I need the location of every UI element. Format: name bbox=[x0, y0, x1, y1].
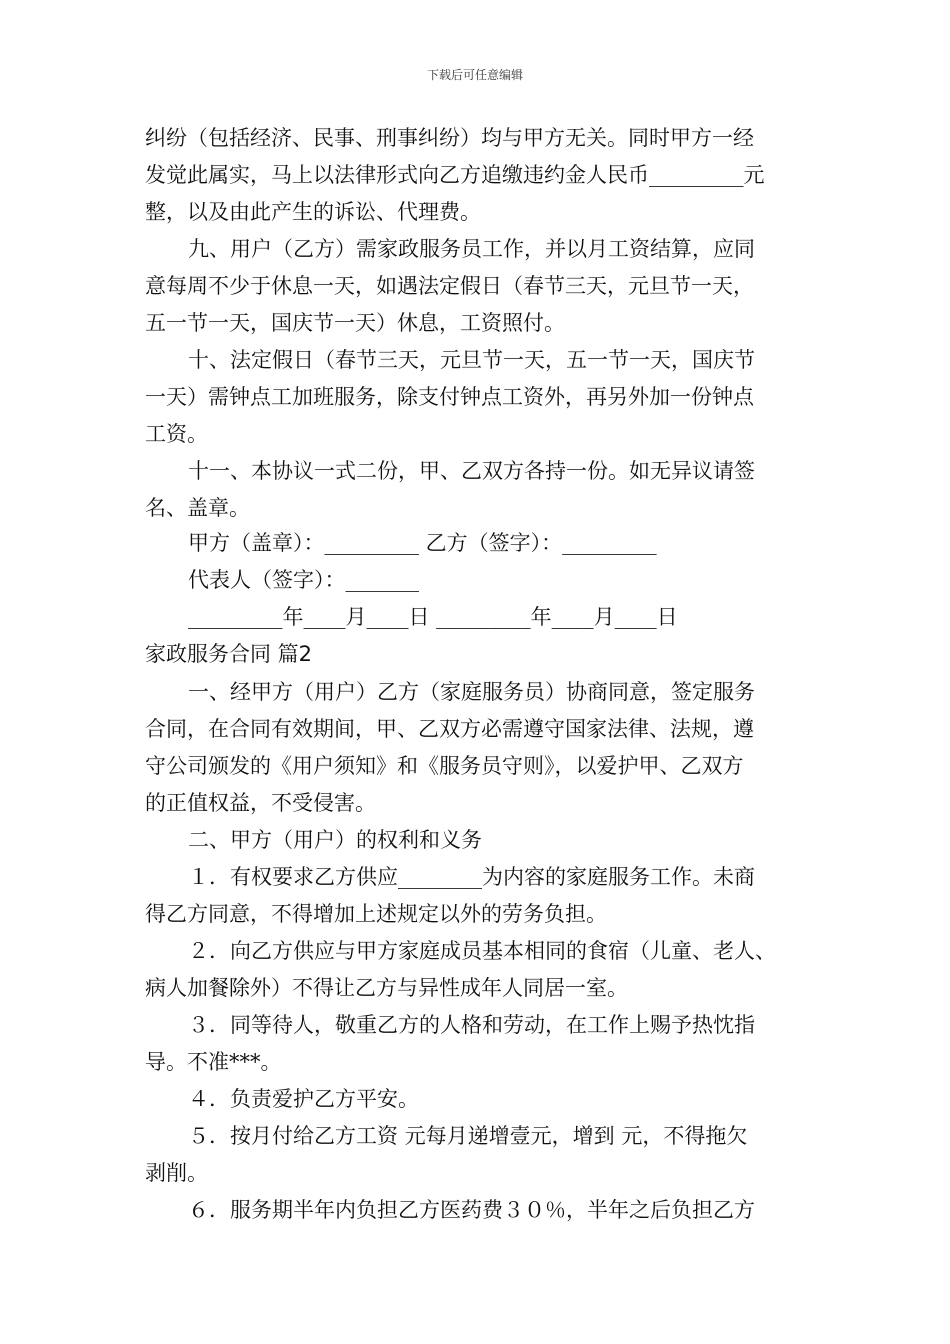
body-line: 十一、本协议一式二份，甲、乙双方各持一份。如无异议请签 bbox=[188, 459, 755, 483]
representative-line: 代表人（签字）：_______ bbox=[188, 568, 419, 592]
body-line: 病人加餐除外）不得让乙方与异性成年人同居一室。 bbox=[145, 976, 628, 1000]
body-line: 发觉此属实，马上以法律形式向乙方追缴违约金人民币_________元 bbox=[145, 163, 765, 187]
body-line: 守公司颁发的《用户须知》和《服务员守则》，以爱护甲、乙双方 bbox=[145, 754, 744, 778]
body-line: ３．同等待人，敬重乙方的人格和劳动，在工作上赐予热忱指 bbox=[188, 1013, 755, 1037]
page-header-note: 下载后可任意编辑 bbox=[426, 68, 523, 82]
body-line: 得乙方同意，不得增加上述规定以外的劳务负担。 bbox=[145, 902, 607, 926]
body-line: ５．按月付给乙方工资 元每月递增壹元，增到 元，不得拖欠 bbox=[188, 1124, 748, 1148]
body-line: 工资。 bbox=[145, 422, 208, 446]
date-line: _________年____月____日 _________年____月____日 bbox=[188, 605, 678, 629]
body-line: 意每周不少于休息一天，如遇法定假日（春节三天，元旦节一天， bbox=[145, 274, 754, 298]
section-title: 家政服务合同 篇2 bbox=[145, 642, 313, 666]
body-line: 五一节一天，国庆节一天）休息，工资照付。 bbox=[145, 311, 565, 335]
body-line: 合同，在合同有效期间，甲、乙双方必需遵守国家法律、法规，遵 bbox=[145, 717, 754, 741]
body-line: 一天）需钟点工加班服务，除支付钟点工资外，再另外加一份钟点 bbox=[145, 385, 754, 409]
body-line: 整，以及由此产生的诉讼、代理费。 bbox=[145, 200, 481, 224]
body-line: 一、经甲方（用户）乙方（家庭服务员）协商同意，签定服务 bbox=[188, 680, 755, 704]
body-line: 十、法定假日（春节三天，元旦节一天，五一节一天，国庆节 bbox=[188, 348, 755, 372]
body-line: 导。不准***。 bbox=[145, 1050, 282, 1074]
signature-line: 甲方（盖章）：_________ 乙方（签字）：_________ bbox=[188, 531, 657, 555]
body-line: 名、盖章。 bbox=[145, 496, 250, 520]
body-line: 纠纷（包括经济、民事、刑事纠纷）均与甲方无关。同时甲方一经 bbox=[145, 126, 754, 150]
body-line: ２．向乙方供应与甲方家庭成员基本相同的食宿（儿童、老人、 bbox=[188, 939, 776, 963]
body-line: ６．服务期半年内负担乙方医药费３０％，半年之后负担乙方 bbox=[188, 1198, 755, 1222]
body-line: 剥削。 bbox=[145, 1161, 208, 1185]
body-line: 的正值权益，不受侵害。 bbox=[145, 791, 376, 815]
body-line: 二、甲方（用户）的权利和义务 bbox=[188, 828, 482, 852]
body-line: １．有权要求乙方供应________为内容的家庭服务工作。未商 bbox=[188, 865, 755, 889]
body-line: 九、用户（乙方）需家政服务员工作，并以月工资结算，应同 bbox=[188, 237, 755, 261]
body-line: ４．负责爱护乙方平安。 bbox=[188, 1087, 419, 1111]
